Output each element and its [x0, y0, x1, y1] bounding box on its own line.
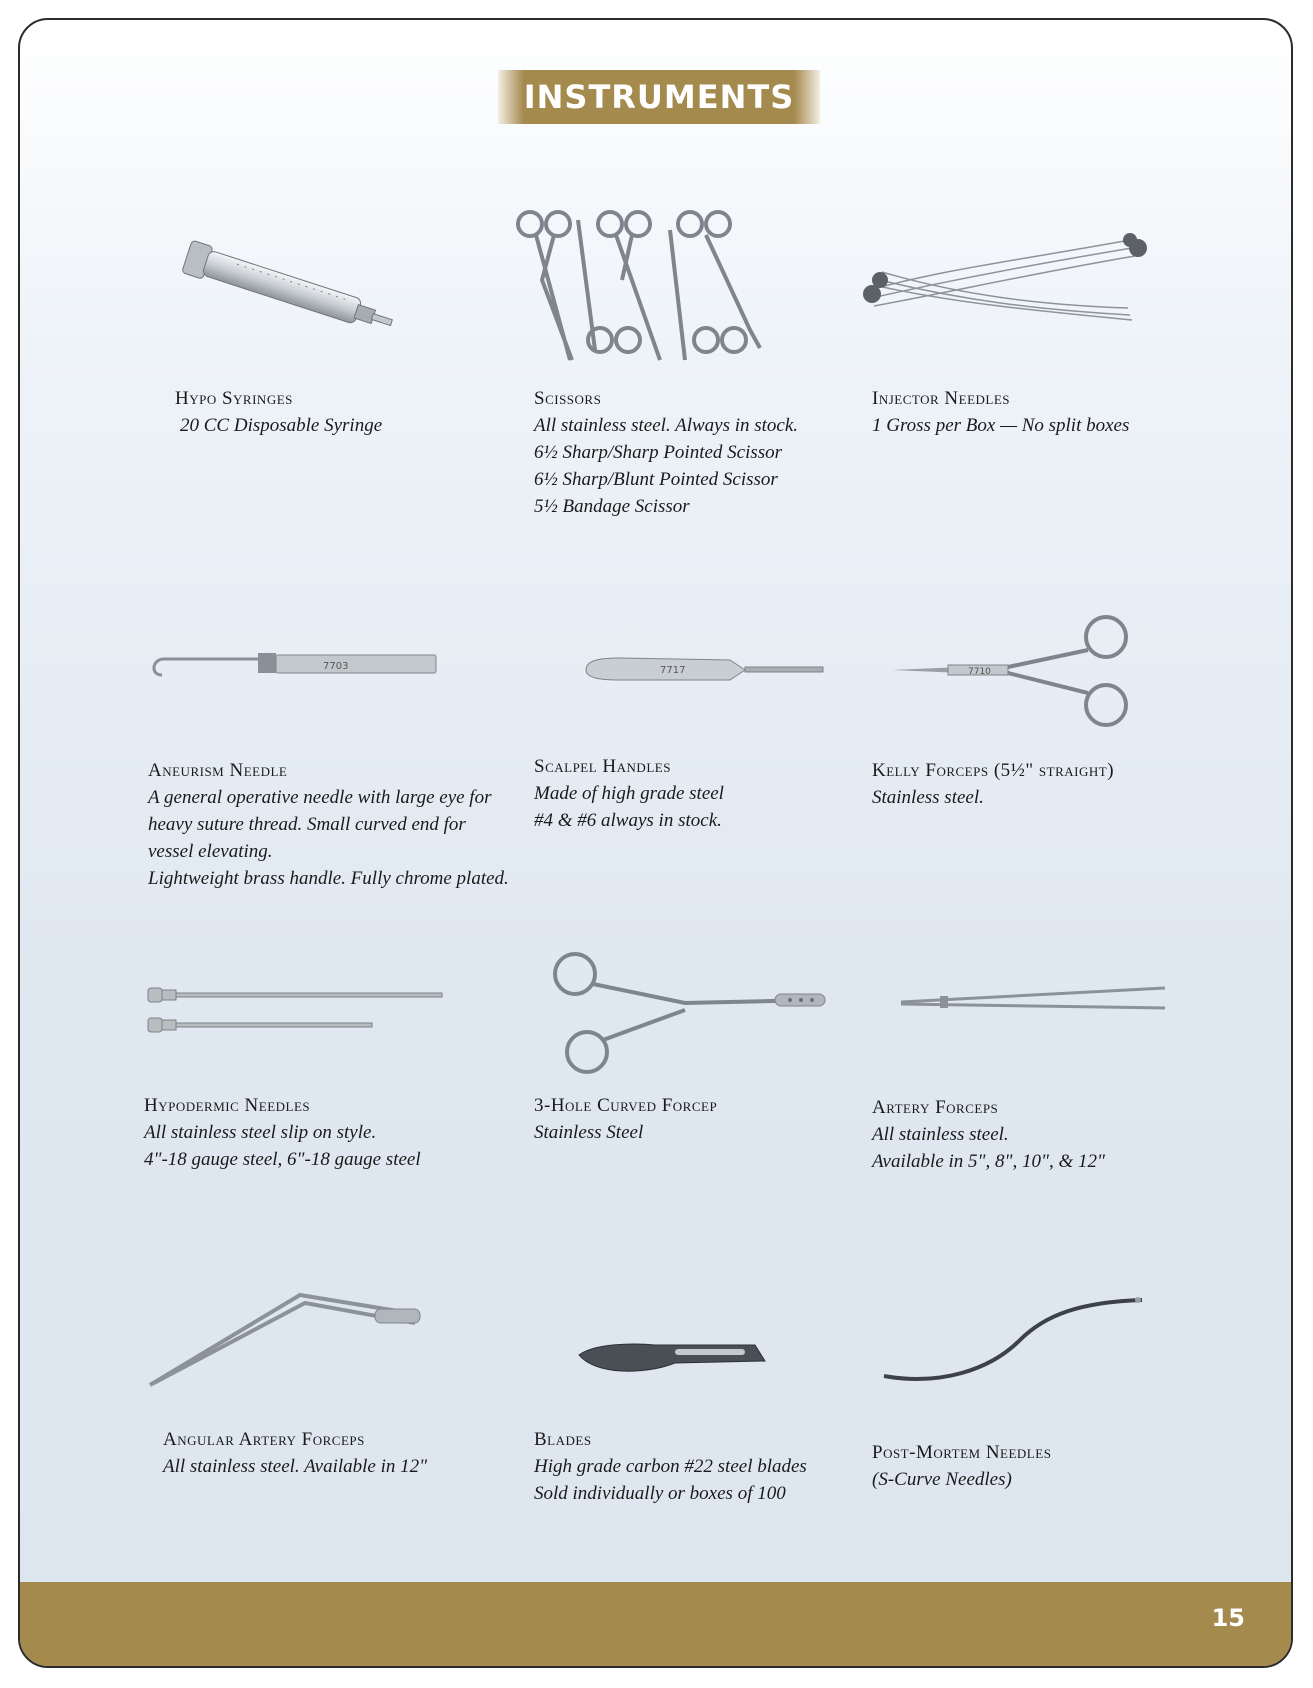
aneurism-needle-illustration	[148, 645, 448, 695]
item-name: Aneurism Needle	[148, 760, 288, 781]
item-injector-needles	[872, 385, 1129, 439]
item-description: Made of high grade steel	[534, 783, 724, 804]
item-description: Stainless steel.	[872, 787, 984, 808]
item-description: (S-Curve Needles)	[872, 1469, 1012, 1490]
item-name: 3-Hole Curved Forcep	[534, 1095, 718, 1116]
item-name: Kelly Forceps (5½" straight)	[872, 760, 1115, 781]
item-scissors	[534, 385, 798, 520]
item-kelly-forceps	[872, 757, 1114, 811]
item-description: 6½ Sharp/Sharp Pointed Scissor	[534, 442, 783, 463]
hypodermic-needles-illustration	[140, 980, 450, 1040]
kelly-engraving: 7710	[968, 667, 991, 677]
catalog-page	[18, 18, 1293, 1668]
page-title: INSTRUMENTS	[498, 70, 820, 124]
item-hypo-syringes	[175, 385, 382, 439]
scissors-illustration	[510, 200, 780, 375]
item-description: High grade carbon #22 steel blades	[534, 1456, 807, 1477]
item-name: Post-Mortem Needles	[872, 1442, 1052, 1463]
item-description: Sold individually or boxes of 100	[534, 1483, 786, 1504]
item-description: Lightweight brass handle. Fully chrome plated.	[148, 868, 509, 889]
item-description: heavy suture thread. Small curved end for	[148, 814, 466, 835]
aneurism-engraving: 7703	[323, 661, 349, 672]
item-description: 4"-18 gauge steel, 6"-18 gauge steel	[144, 1149, 421, 1170]
item-description: All stainless steel.	[872, 1124, 1009, 1145]
item-angular-artery-forceps	[163, 1426, 427, 1480]
page-number: 15	[1211, 1604, 1245, 1632]
curved-forcep-illustration	[545, 948, 845, 1078]
page-footer	[20, 1582, 1291, 1666]
item-description: Stainless Steel	[534, 1122, 644, 1143]
item-description: vessel elevating.	[148, 841, 273, 862]
kelly-forceps-illustration	[888, 605, 1148, 735]
item-curved-forcep	[534, 1092, 717, 1146]
syringe-illustration	[170, 235, 410, 355]
angular-forceps-illustration	[140, 1275, 440, 1395]
item-name: Scalpel Handles	[534, 756, 671, 777]
item-description: All stainless steel. Always in stock.	[534, 415, 799, 436]
item-description: All stainless steel. Available in 12"	[163, 1456, 428, 1477]
blade-illustration	[575, 1335, 775, 1385]
item-description: All stainless steel slip on style.	[144, 1122, 377, 1143]
item-description: 20 CC Disposable Syringe	[180, 415, 383, 436]
post-mortem-needle-illustration	[880, 1290, 1150, 1390]
item-blades	[534, 1426, 807, 1507]
scalpel-handle-illustration	[580, 650, 830, 690]
item-name: Hypo Syringes	[175, 388, 293, 409]
item-description: Available in 5", 8", 10", & 12"	[872, 1151, 1105, 1172]
item-scalpel-handles	[534, 753, 724, 834]
item-name: Injector Needles	[872, 388, 1011, 409]
item-name: Hypodermic Needles	[144, 1095, 311, 1116]
injector-needles-illustration	[860, 220, 1160, 330]
item-description: 1 Gross per Box — No split boxes	[872, 415, 1130, 436]
item-description: #4 & #6 always in stock.	[534, 810, 722, 831]
item-hypodermic-needles	[144, 1092, 421, 1173]
item-name: Artery Forceps	[872, 1097, 999, 1118]
item-name: Scissors	[534, 388, 602, 409]
item-description: 6½ Sharp/Blunt Pointed Scissor	[534, 469, 778, 490]
item-description: A general operative needle with large eye for	[148, 787, 492, 808]
item-post-mortem-needles	[872, 1439, 1051, 1493]
artery-forceps-illustration	[895, 980, 1175, 1020]
item-name: Angular Artery Forceps	[163, 1429, 365, 1450]
scalpel-engraving: 7717	[660, 665, 686, 676]
item-description: 5½ Bandage Scissor	[534, 496, 690, 517]
item-artery-forceps	[872, 1094, 1105, 1175]
item-name: Blades	[534, 1429, 592, 1450]
item-aneurism-needle	[148, 757, 509, 892]
